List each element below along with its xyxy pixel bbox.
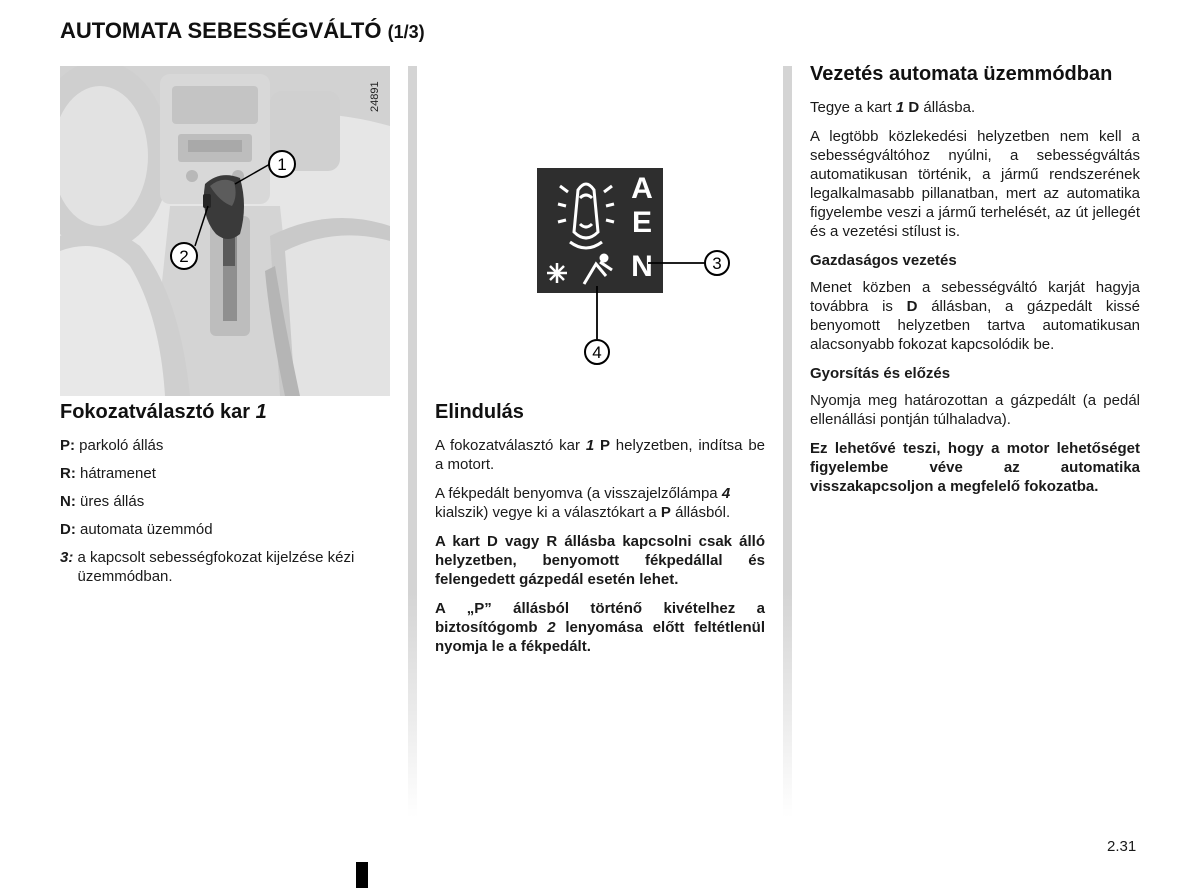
text: állásban, a gázpedált kissé benyomott helyzetben tartva automatikusan alacsonyabb fokozat kapcsolódik be. <box>810 298 1140 353</box>
starting-paragraph-2 <box>435 484 765 522</box>
gear-position: D <box>908 99 920 116</box>
position-key: R: <box>60 465 76 482</box>
list-item <box>60 548 390 586</box>
text: Tegye a kart <box>810 99 896 116</box>
gear-indicator-display <box>530 162 740 372</box>
starting-paragraph-3: A kart D vagy R állásba kapcsolni csak álló helyzetben, benyomott fékpedállal és felengedett gázpedál esetén lehet. <box>435 533 765 588</box>
economy-driving-subheading: Gazdaságos vezetés <box>810 252 957 269</box>
page-edge-marker <box>356 862 368 888</box>
text: A „P” állásból történő kivételhez a biztosítógomb <box>435 600 765 636</box>
automatic-mode-heading: Vezetés automata üzemmódban <box>810 63 1113 85</box>
starting-paragraph-1 <box>435 436 765 474</box>
ref-number: 1 <box>585 437 595 454</box>
figure-reference-number: 24891 <box>369 81 381 112</box>
text: állásba. <box>919 99 976 116</box>
column-starting <box>435 398 765 666</box>
callout-1: 1 <box>277 155 287 174</box>
gear-position-list <box>60 436 390 586</box>
kickdown-note: Ez lehetővé teszi, hogy a motor lehetőséget figyelembe véve az automatika visszakapcsoljon a megfelelő fokozatba. <box>810 440 1140 495</box>
heading-text: Fokozatválasztó kar <box>60 401 256 423</box>
callout-4: 4 <box>592 343 602 362</box>
page-number: 2.31 <box>1107 838 1137 855</box>
position-key: N: <box>60 493 76 510</box>
page-title-text: AUTOMATA SEBESSÉGVÁLTÓ <box>60 18 382 43</box>
position-text: hátramenet <box>80 465 156 482</box>
position-key: D: <box>60 521 76 538</box>
overtaking-paragraph: Nyomja meg határozottan a gázpedált (a pedál ellenállási pontján túlhaladva). <box>810 392 1140 428</box>
overtaking-subheading: Gyorsítás és előzés <box>810 365 951 382</box>
gear-position: P <box>660 504 671 521</box>
automatic-paragraph-2: A legtöbb közlekedési helyzetben nem kell a sebességváltóhoz nyúlni, a sebességváltás automatikusan történik, a jármű rendszerének legalkalmasabb pillanatban, mert az automatika figyelembe veszi a jármű terhelését, az út jellegét és a vezetési stílust is. <box>810 128 1140 240</box>
starting-paragraph-4 <box>435 599 765 656</box>
display-letter-a: A <box>631 172 653 205</box>
ref-number: 4 <box>721 485 731 502</box>
snowflake-icon <box>547 263 567 283</box>
heading-number: 1 <box>255 401 267 423</box>
starting-heading: Elindulás <box>435 401 524 423</box>
gear-lever-photo <box>60 66 390 396</box>
list-item <box>60 520 390 539</box>
position-text: parkoló állás <box>79 437 164 454</box>
text: A fokozatválasztó kar <box>435 437 586 454</box>
text: lenyomása előtt feltétlenül nyomja le a fékpedált. <box>435 619 765 655</box>
position-text: üres állás <box>80 493 145 510</box>
gear-position: P <box>599 437 610 454</box>
column-divider-left <box>408 66 417 818</box>
automatic-paragraph-1 <box>810 98 1140 117</box>
list-item <box>60 436 390 455</box>
display-letter-e: E <box>631 206 653 239</box>
ref-number: 2 <box>547 619 556 636</box>
page-title-suffix: (1/3) <box>387 22 425 42</box>
text: helyzetben, indítsa be a motort. <box>435 437 766 473</box>
gear-position: D <box>906 298 918 315</box>
text: kialszik) vegye ki a választókart a <box>435 504 661 521</box>
page-title <box>60 18 425 44</box>
display-letter-n: N <box>631 250 653 283</box>
position-key: P: <box>60 437 75 454</box>
column-divider-right <box>783 66 792 818</box>
callout-2: 2 <box>179 247 189 266</box>
text: A fékpedált benyomva (a visszajelzőlámpa <box>435 485 722 502</box>
column-automatic-mode <box>810 60 1140 506</box>
list-item <box>60 464 390 483</box>
economy-paragraph <box>810 278 1140 354</box>
position-key: 3: <box>60 549 74 566</box>
position-text: a kapcsolt sebességfokozat kijelzése kézi üzemmódban. <box>77 549 355 585</box>
callout-3: 3 <box>712 254 722 273</box>
position-text: automata üzemmód <box>80 521 213 538</box>
text: állásból. <box>670 504 731 521</box>
list-item <box>60 492 390 511</box>
gear-selector-heading <box>60 398 390 426</box>
column-gear-selector <box>60 398 390 595</box>
text: Menet közben a sebességváltó karját hagyja továbbra is <box>810 279 1140 315</box>
ref-number: 1 <box>895 99 905 116</box>
